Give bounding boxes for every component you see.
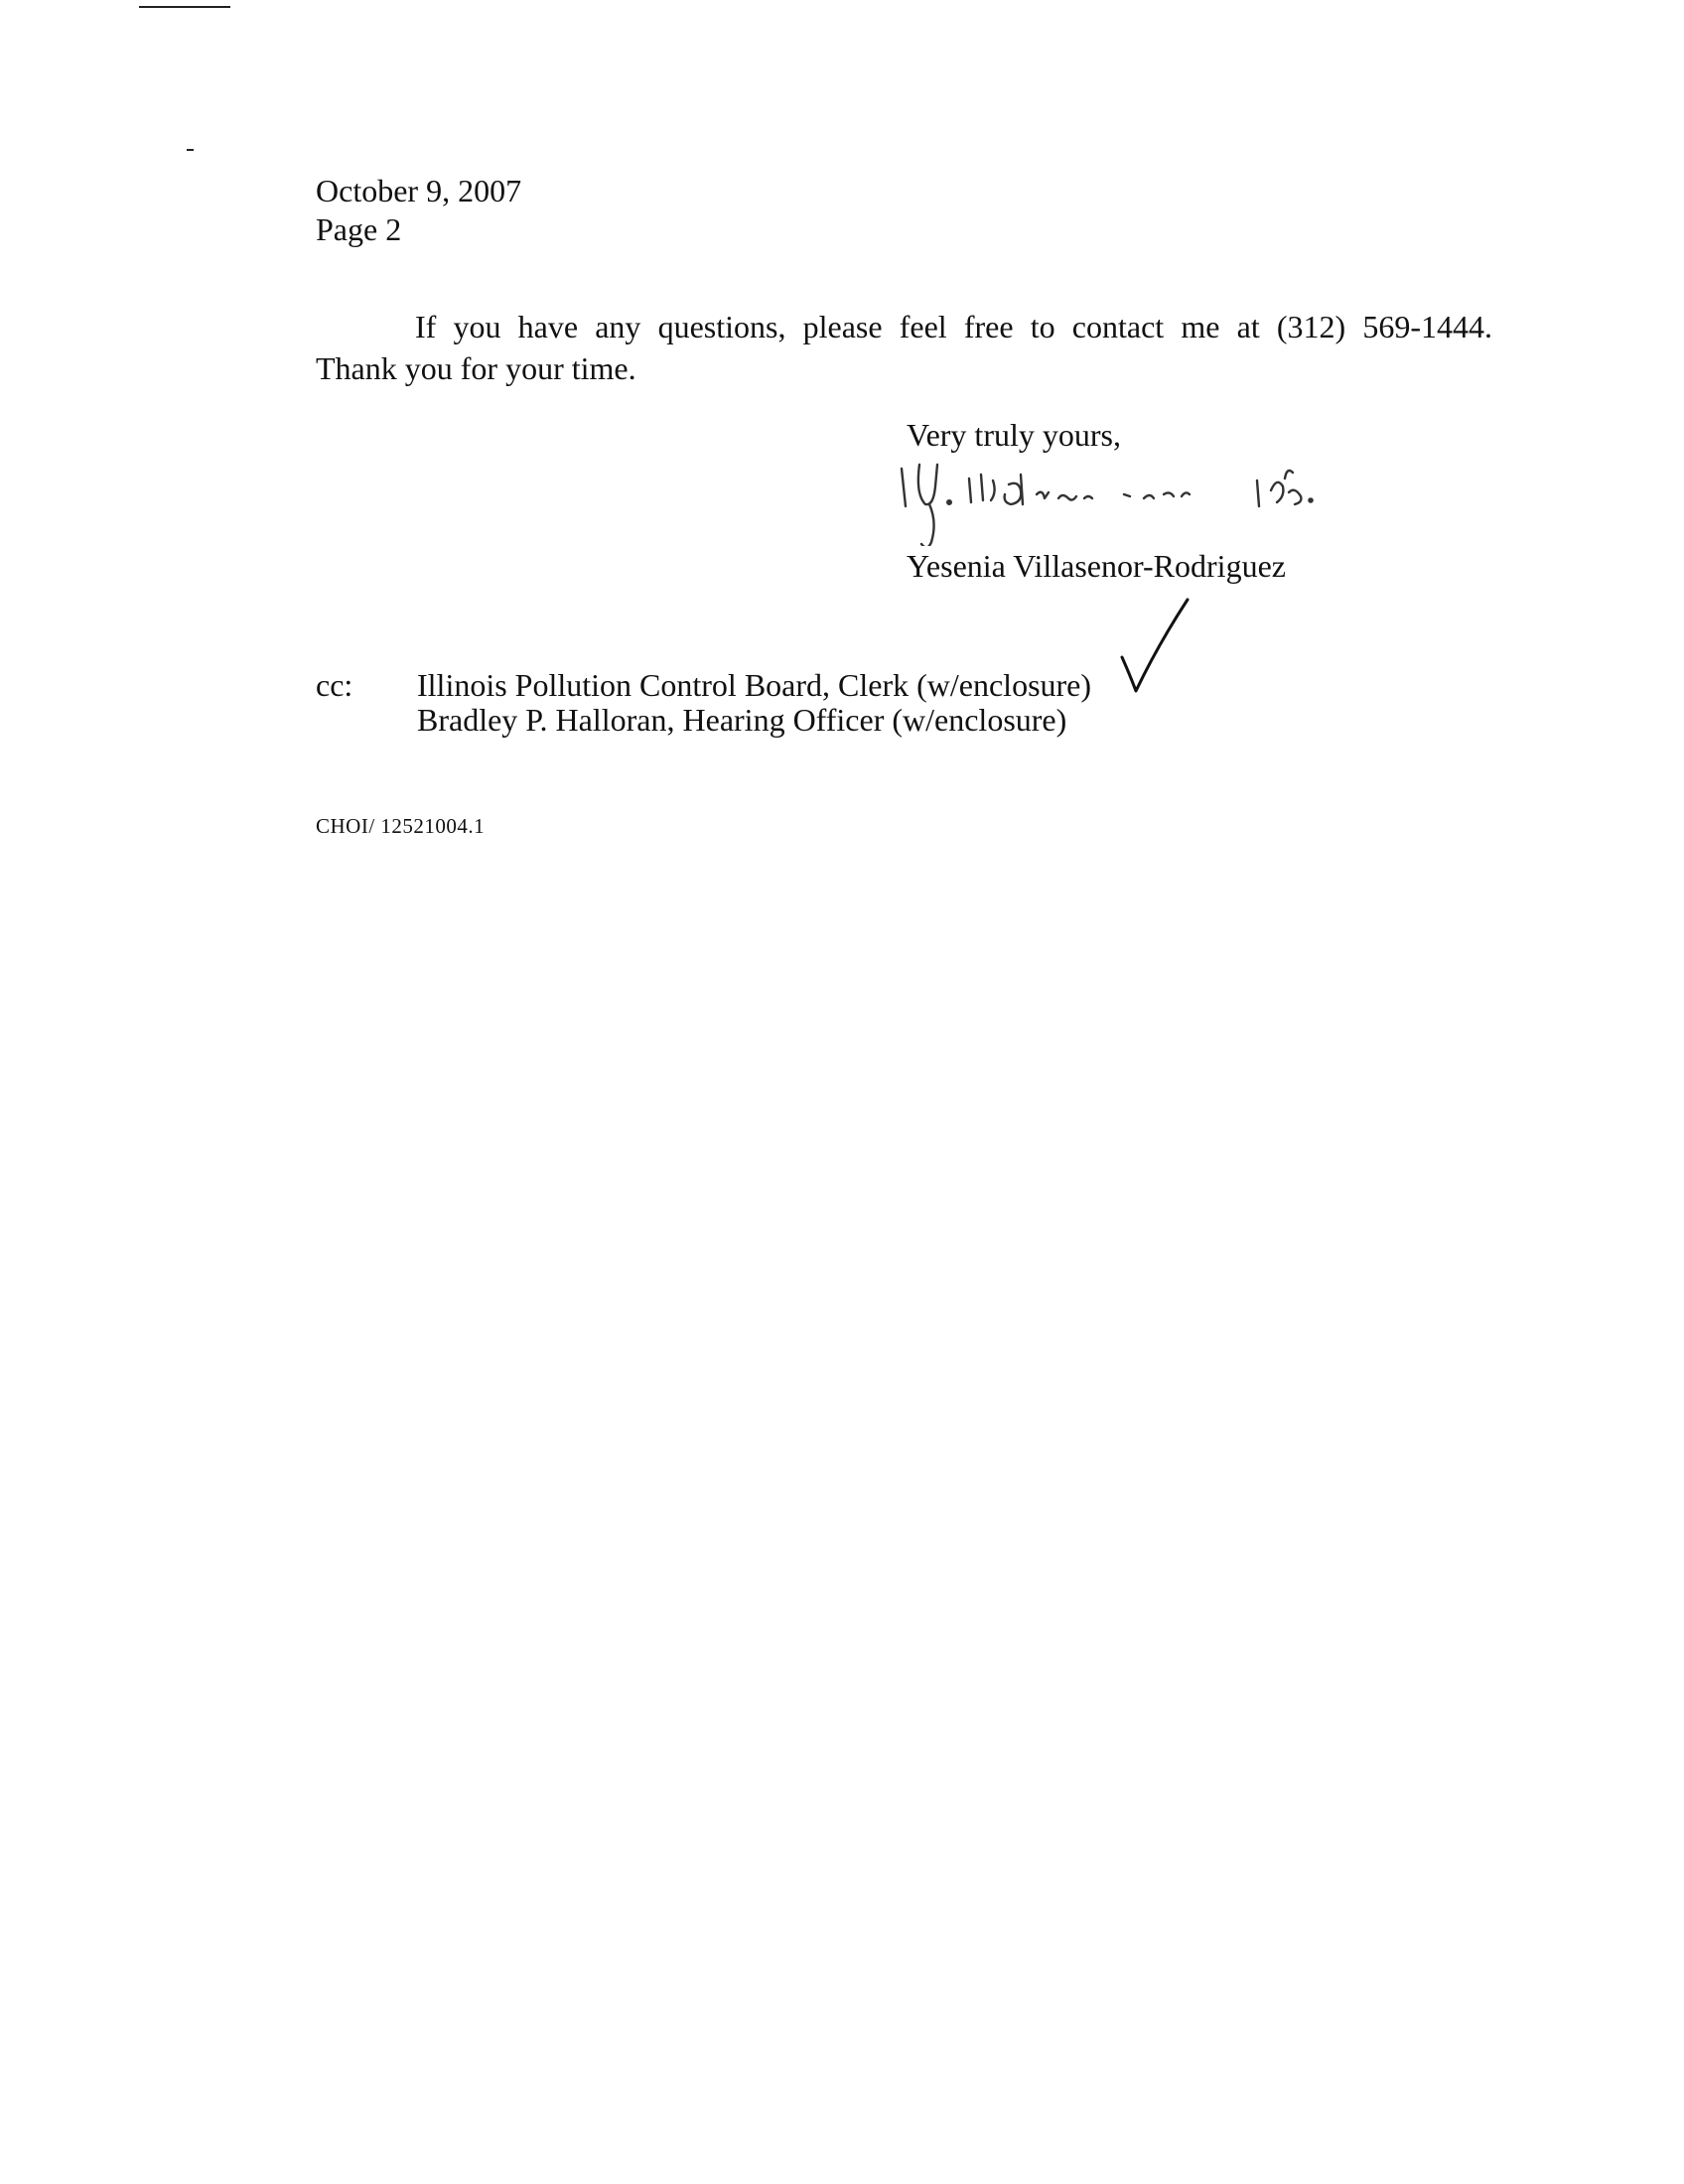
handwritten-signature: [894, 457, 1350, 546]
scan-artifact-dash: [187, 149, 194, 151]
checkmark-icon: [1118, 596, 1197, 705]
paragraph-line-2: Thank you for your time.: [316, 350, 636, 386]
paragraph-line-1: If you have any questions, please feel free to contact me at (312) 569-1444.: [415, 309, 1492, 344]
cc-label: cc:: [316, 667, 353, 703]
document-reference: CHOI/ 12521004.1: [316, 814, 486, 838]
scan-artifact-line: [139, 6, 230, 8]
closing-salutation: Very truly yours,: [907, 417, 1121, 453]
cc-recipient-1: Illinois Pollution Control Board, Clerk (w/enclosure): [417, 667, 1092, 703]
cc-recipient-2: Bradley P. Halloran, Hearing Officer (w/enclosure): [417, 702, 1067, 738]
letter-date: October 9, 2007: [316, 173, 522, 208]
signer-name: Yesenia Villasenor-Rodriguez: [907, 548, 1286, 584]
page-number: Page 2: [316, 211, 402, 247]
body-paragraph: [316, 306, 1492, 389]
